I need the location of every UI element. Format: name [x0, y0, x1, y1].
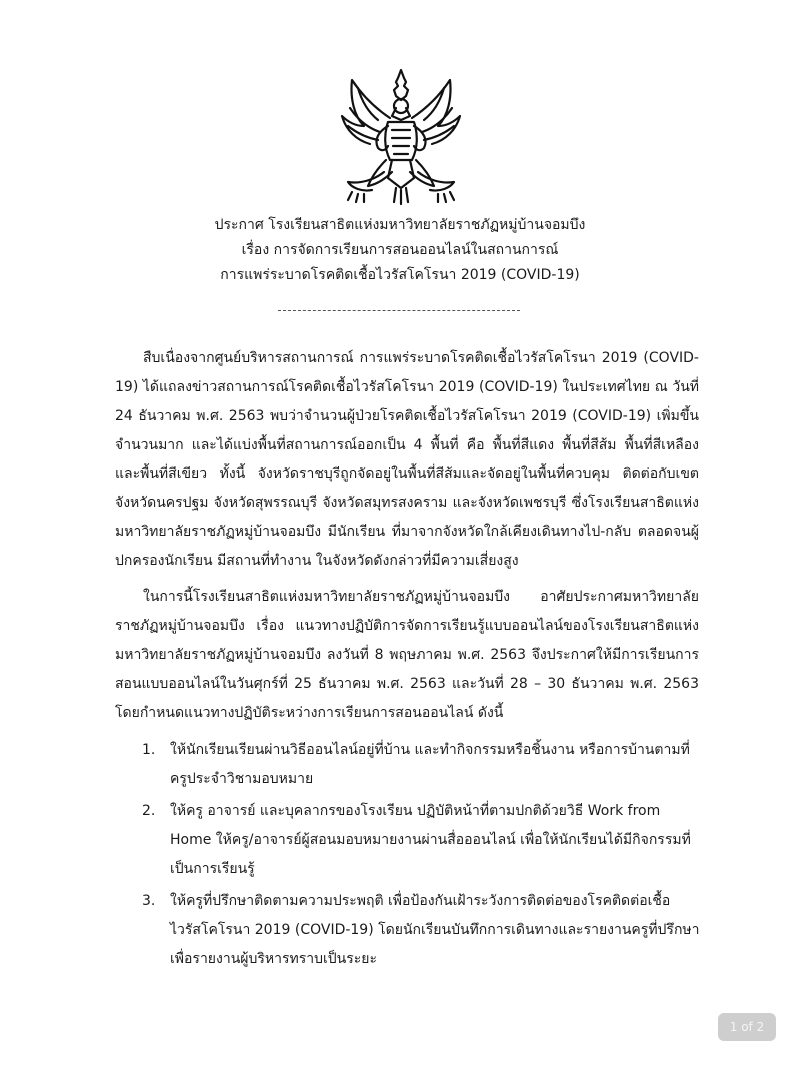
paragraph-background-text: สืบเนื่องจากศูนย์บริหารสถานการณ์ การแพร่ระบาดโรคติดเชื้อไวรัสโคโรนา 2019 (COVID-19) ได้แถลงข่าวสถานการณ์โรคติดเชื้อไวรัสโคโรนา 2019 (COVID-19) ในประเทศไทย ณ วันที่ 24 ธันวาคม พ.ศ. 2563 พบว่าจำนวนผู้ป่วยโรคติดเชื้อไวรัสโคโรนา 2019 (COVID-19) เพิ่มขึ้นจำนวนมาก และได้แบ่งพื้นที่สถานการณ์ออกเป็น 4 พื้นที่ คือ พื้นที่สีแดง พื้นที่สีส้ม พื้นที่สีเหลือง และพื้นที่สีเขียว ทั้งนี้ จังหวัดราชบุรีถูกจัดอยู่ในพื้นที่สีส้มและจัดอยู่ในพื้นที่ควบคุม ติดต่อกับเขตจังหวัดนครปฐม จังหวัดสุพรรณบุรี จังหวัดสมุทรสงคราม และจังหวัดเพชรบุรี ซึ่งโรงเรียนสาธิตแห่งมหาวิทยาลัยราชภัฏหมู่บ้านจอมบึง มีนักเรียน ที่มาจากจังหวัดใกล้เคียงเดินทางไป-กลับ ตลอดจนผู้ปกครองนักเรียน มีสถานที่ทำงาน ในจังหวัดดังกล่าวที่มีความเสี่ยงสูง [115, 350, 699, 569]
list-item-number: 2. [142, 803, 156, 819]
list-item-number: 1. [142, 742, 156, 758]
list-item [142, 797, 700, 884]
garuda-emblem-icon [338, 68, 464, 208]
header-divider [278, 310, 520, 311]
paragraph-background [115, 344, 699, 576]
list-item [142, 887, 700, 974]
paragraph-directive-text: ในการนี้โรงเรียนสาธิตแห่งมหาวิทยาลัยราชภัฏหมู่บ้านจอมบึง อาศัยประกาศมหาวิทยาลัยราชภัฏหมู่บ้านจอมบึง เรื่อง แนวทางปฏิบัติการจัดการเรียนรู้แบบออนไลน์ของโรงเรียนสาธิตแห่งมหาวิทยาลัยราชภัฏหมู่บ้านจอมบึง ลงวันที่ 8 พฤษภาคม พ.ศ. 2563 จึงประกาศให้มีการเรียนการสอนแบบออนไลน์ในวันศุกร์ที่ 25 ธันวาคม พ.ศ. 2563 และวันที่ 28 – 30 ธันวาคม พ.ศ. 2563 โดยกำหนดแนวทางปฏิบัติระหว่างการเรียนการสอนออนไลน์ ดังนี้ [115, 589, 699, 721]
page-indicator[interactable]: 1 of 2 [718, 1013, 776, 1041]
announcement-subject-line-2: การแพร่ระบาดโรคติดเชื้อไวรัสโคโรนา 2019 (COVID-19) [220, 267, 580, 283]
list-item-number: 3. [142, 893, 156, 909]
announcement-title: ประกาศ โรงเรียนสาธิตแห่งมหาวิทยาลัยราชภัฏหมู่บ้านจอมบึง [214, 217, 586, 233]
paragraph-directive [115, 583, 699, 728]
list-item-text: ให้ครูที่ปรึกษาติดตามความประพฤติ เพื่อป้องกันเฝ้าระวังการติดต่อของโรคติดต่อเชื้อไวรัสโคโรนา 2019 (COVID-19) โดยนักเรียนบันทึกการเดินทางและรายงานครูที่ปรึกษา เพื่อรายงานผู้บริหารทราบเป็นระยะ [170, 893, 700, 967]
guideline-list [142, 736, 700, 977]
list-item [142, 736, 700, 794]
list-item-text: ให้นักเรียนเรียนผ่านวิธีออนไลน์อยู่ที่บ้าน และทำกิจกรรมหรือชิ้นงาน หรือการบ้านตามที่ครูประจำวิชามอบหมาย [170, 742, 690, 787]
announcement-header [0, 213, 800, 288]
announcement-subject: เรื่อง การจัดการเรียนการสอนออนไลน์ในสถานการณ์ [241, 242, 559, 258]
list-item-text: ให้ครู อาจารย์ และบุคลากรของโรงเรียน ปฏิบัติหน้าที่ตามปกติด้วยวิธี Work from Home ให้ครู/อาจารย์ผู้สอนมอบหมายงานผ่านสื่อออนไลน์ เพื่อให้นักเรียนได้มีกิจกรรมที่เป็นการเรียนรู้ [170, 803, 691, 877]
